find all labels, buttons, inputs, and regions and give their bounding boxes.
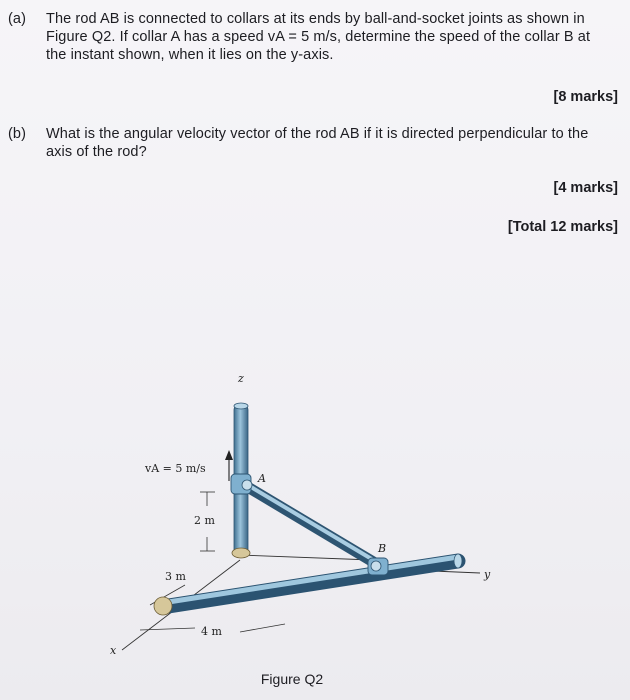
diagonal-shaft-base [154, 597, 172, 615]
dim-4m-line-left [140, 628, 195, 630]
diagonal-shaft-end [454, 554, 462, 568]
diagonal-shaft-highlight [162, 557, 458, 603]
figure-q2-diagram [100, 355, 520, 660]
rod-ab-highlight [246, 484, 375, 561]
point-b-label: B [378, 542, 387, 555]
vertical-shaft-base [232, 548, 250, 558]
question-b-label: (b) [8, 126, 27, 142]
figure-caption: Figure Q2 [260, 671, 324, 687]
velocity-arrow-head [225, 450, 233, 460]
ball-joint-b [371, 561, 381, 571]
velocity-label: vA = 5 m/s [145, 462, 206, 475]
question-b-text: What is the angular velocity vector of the rod AB if it is directed perpendicular to the axis of the rod? [46, 126, 589, 160]
question-a-label: (a) [8, 11, 27, 27]
question-b-marks: [4 marks] [553, 180, 618, 196]
point-a-label: A [258, 472, 266, 485]
question-a-marks: [8 marks] [553, 89, 618, 105]
question-a-text: The rod AB is connected to collars at its ends by ball-and-socket joints as shown in Figure Q2. If collar A has a speed vA = 5 m/s, determine the speed of the collar B at the instant shown, when it lies on the y-axis. [46, 11, 591, 63]
x-axis-label: x [110, 644, 117, 657]
total-marks: [Total 12 marks] [507, 219, 618, 235]
dim-2m-label: 2 m [194, 514, 215, 527]
dim-3m-label: 3 m [165, 570, 186, 583]
ball-joint-a [242, 480, 252, 490]
diagonal-shaft [162, 561, 458, 607]
vertical-shaft-top [234, 403, 248, 409]
dim-4m-label: 4 m [201, 625, 222, 638]
dim-4m-line-right [240, 624, 285, 632]
z-axis-label: z [238, 372, 244, 385]
y-axis-label: y [484, 568, 491, 581]
